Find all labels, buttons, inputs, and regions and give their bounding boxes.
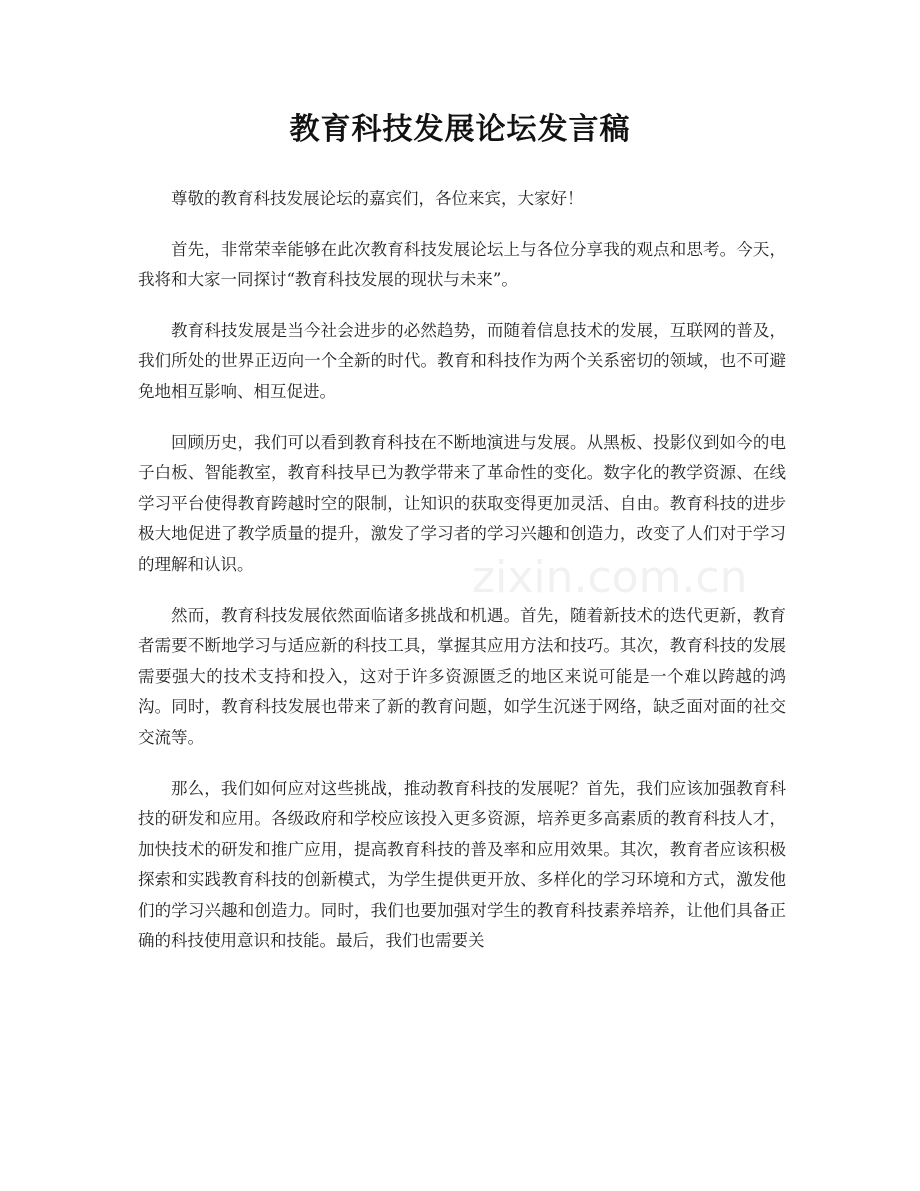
paragraph-trend: 教育科技发展是当今社会进步的必然趋势，而随着信息技术的发展，互联网的普及，我们所处的世界正迈向一个全新的时代。教育和科技作为两个关系密切的领域，也不可避免地相互影响、相互促进。 bbox=[138, 320, 786, 401]
paragraph-greeting: 尊敬的教育科技发展论坛的嘉宾们，各位来宾，大家好！ bbox=[171, 189, 584, 208]
paragraph-challenges: 然而，教育科技发展依然面临诸多挑战和机遇。首先，随着新技术的迭代更新，教育者需要不断地学习与适应新的科技工具，掌握其应用方法和技巧。其次，教育科技的发展需要强大的技术支持和投入，这对于许多资源匮乏的地区来说可能是一个难以跨越的鸿沟。同时，教育科技发展也带来了新的教育问题，如学生沉迷于网络，缺乏面对面的社交交流等。 bbox=[138, 605, 786, 747]
document-body bbox=[138, 184, 786, 977]
paragraph-history: 回顾历史，我们可以看到教育科技在不断地演进与发展。从黑板、投影仪到如今的电子白板、智能教室，教育科技早已为教学带来了革命性的变化。数字化的教学资源、在线学习平台使得教育跨越时空的限制，让知识的获取变得更加灵活、自由。教育科技的进步极大地促进了教学质量的提升，激发了学习者的学习兴趣和创造力，改变了人们对于学习的理解和认识。 bbox=[138, 432, 786, 574]
document-title: 教育科技发展论坛发言稿 bbox=[289, 112, 631, 147]
watermark-text: zixin.com.cn bbox=[472, 552, 748, 603]
paragraph-intro: 首先，非常荣幸能够在此次教育科技发展论坛上与各位分享我的观点和思考。今天，我将和大家一同探讨“教育科技发展的现状与未来”。 bbox=[138, 239, 786, 290]
paragraph-solutions: 那么，我们如何应对这些挑战，推动教育科技的发展呢？首先，我们应该加强教育科技的研发和应用。各级政府和学校应该投入更多资源，培养更多高素质的教育科技人才，加快技术的研发和推广应用，提高教育科技的普及率和应用效果。其次，教育者应该积极探索和实践教育科技的创新模式，为学生提供更开放、多样化的学习环境和方式，激发他们的学习兴趣和创造力。同时，我们也要加强对学生的教育科技素养培养，让他们具备正确的科技使用意识和技能。最后，我们也需要关 bbox=[138, 778, 786, 951]
